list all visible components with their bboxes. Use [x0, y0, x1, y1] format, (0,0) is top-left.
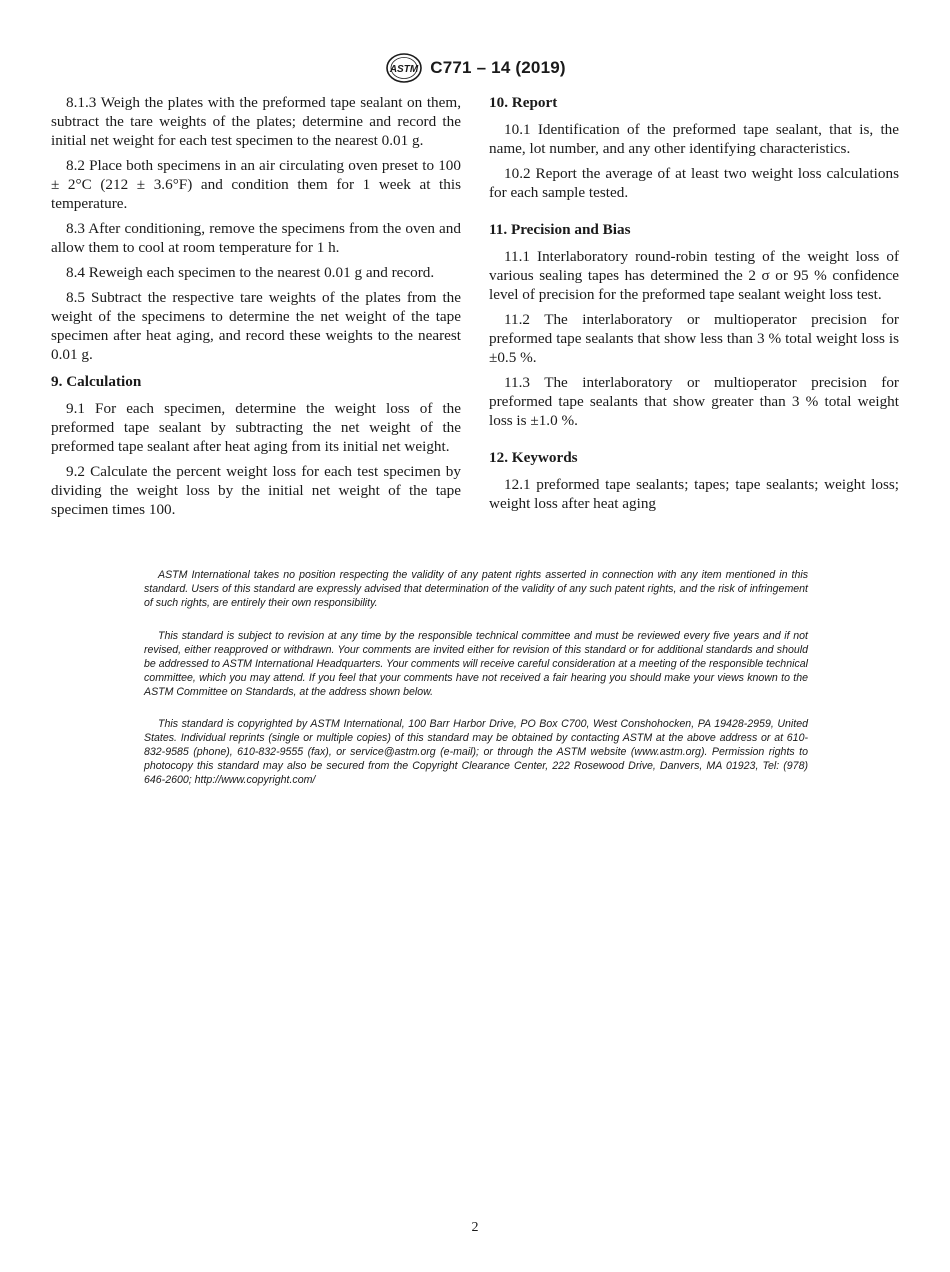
paragraph-9-2: 9.2 Calculate the percent weight loss for each test specimen by dividing the weight loss by the initial net weight of the tape specimen times 100. — [51, 463, 461, 518]
paragraph-11-2: 11.2 The interlaboratory or multioperator precision for preformed tape sealants that show less than 3 % total weight loss is ±0.5 %. — [489, 311, 899, 366]
paragraph-10-1: 10.1 Identification of the preformed tape sealant, that is, the name, lot number, and any other identifying characteristics. — [489, 121, 899, 157]
section-heading-calculation: 9. Calculation — [51, 373, 142, 390]
paragraph-8-2: 8.2 Place both specimens in an air circulating oven preset to 100 ± 2°C (212 ± 3.6°F) and condition them for 1 week at this temperature. — [51, 157, 461, 212]
left-column — [51, 93, 461, 525]
patent-notice-text: ASTM International takes no position respecting the validity of any patent rights asserted in connection with any item mentioned in this standard. Users of this standard are expressly advised that determination of the validity of any such patent rights, and the risk of infringement of such rights, are entirely their own responsibility. — [144, 569, 808, 609]
copyright-notice — [144, 717, 808, 787]
copyright-notice-text: This standard is copyrighted by ASTM International, 100 Barr Harbor Drive, PO Box C700, West Conshohocken, PA 19428-2959, United States. Individual reprints (single or multiple copies) of this standard may be obtained by contacting ASTM at the above address or at 610-832-9585 (phone), 610-832-9555 (fax), or service@astm.org (e-mail); or through the ASTM website (www.astm.org). Permission rights to photocopy this standard may also be secured from the Copyright Clearance Center, 222 Rosewood Drive, Danvers, MA 01923, Tel: (978) 646-2600; http://www.copyright.com/ — [144, 718, 808, 786]
page-number: 2 — [471, 1220, 479, 1235]
standard-designation: C771 – 14 (2019) — [430, 58, 566, 77]
paragraph-11-1: 11.1 Interlaboratory round-robin testing of the weight loss of various sealing tapes has determined the 2 σ or 95 % confidence level of precision for the preformed tape sealant weight loss test. — [489, 248, 899, 303]
patent-notice — [144, 568, 808, 610]
paragraph-8-5: 8.5 Subtract the respective tare weights of the plates from the weight of the specimens to determine the net weight of the tape specimen after heat aging, and record these weights to the nearest 0.01 g. — [51, 289, 461, 363]
right-column — [489, 93, 899, 519]
section-heading-report: 10. Report — [489, 94, 558, 111]
page-header — [0, 52, 950, 89]
paragraph-12-1: 12.1 preformed tape sealants; tapes; tape sealants; weight loss; weight loss after heat aging — [489, 476, 899, 512]
astm-logo-text: ASTM — [390, 64, 419, 75]
paragraph-8-3: 8.3 After conditioning, remove the specimens from the oven and allow them to cool at room temperature for 1 h. — [51, 220, 461, 256]
paragraph-8-1-3: 8.1.3 Weigh the plates with the preformed tape sealant on them, subtract the tare weights of the plates; determine and record the initial net weight for each test specimen to the nearest 0.01 g. — [51, 94, 461, 149]
paragraph-10-2: 10.2 Report the average of at least two weight loss calculations for each sample tested. — [489, 165, 899, 201]
section-heading-keywords: 12. Keywords — [489, 449, 578, 466]
section-heading-precision-and-bias: 11. Precision and Bias — [489, 221, 631, 238]
revision-notice-text: This standard is subject to revision at any time by the responsible technical committee and must be reviewed every five years and if not revised, either reapproved or withdrawn. Your comments are invited either for revision of this standard or for additional standards and should be addressed to ASTM International Headquarters. Your comments will receive careful consideration at a meeting of the responsible technical committee, which you may attend. If you feel that your comments have not received a fair hearing you should make your views known to the ASTM Committee on Standards, at the address shown below. — [144, 630, 808, 698]
paragraph-8-4: 8.4 Reweigh each specimen to the nearest 0.01 g and record. — [66, 264, 435, 281]
astm-logo-icon — [384, 52, 424, 84]
revision-notice — [144, 629, 808, 699]
paragraph-11-3: 11.3 The interlaboratory or multioperator precision for preformed tape sealants that show greater than 3 % total weight loss is ±1.0 %. — [489, 374, 899, 429]
paragraph-9-1: 9.1 For each specimen, determine the weight loss of the preformed tape sealant by subtracting the net weight of the preformed tape sealant after heat aging from its initial net weight. — [51, 400, 461, 455]
